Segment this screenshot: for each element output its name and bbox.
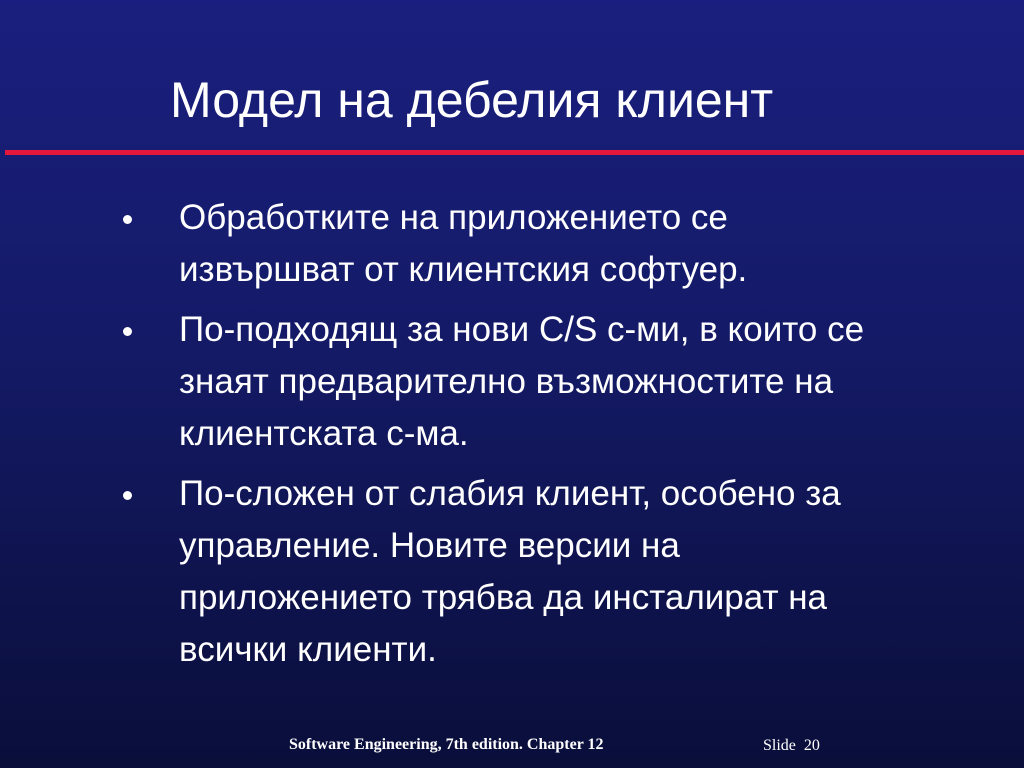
bullet-item bbox=[115, 304, 975, 460]
bullet-dot-icon bbox=[123, 327, 132, 336]
bullet-list bbox=[115, 192, 975, 684]
slide-title: Модел на дебелия клиент bbox=[170, 72, 774, 128]
bullet-text-line: всички клиенти. bbox=[179, 630, 437, 669]
bullet-item bbox=[115, 192, 975, 296]
bullet-text-line: клиентската с-ма. bbox=[179, 414, 469, 453]
bullet-text-line: По-сложен от слабия клиент, особено за bbox=[179, 474, 841, 513]
bullet-text-line: извършват от клиентския софтуер. bbox=[179, 250, 748, 289]
footer-text: Software Engineering, 7th edition. Chapter 12 bbox=[289, 736, 604, 753]
slide-number-block bbox=[763, 737, 820, 755]
bullet-item bbox=[115, 468, 975, 676]
bullet-dot-icon bbox=[123, 491, 132, 500]
slide-label: Slide bbox=[763, 737, 796, 754]
bullet-text-line: знаят предварително възможностите на bbox=[179, 362, 834, 401]
bullet-text-line: По-подходящ за нови C/S с-ми, в които се bbox=[179, 310, 865, 349]
bullet-text-line: управление. Новите версии на bbox=[179, 526, 680, 565]
bullet-text-line: Обработките на приложението се bbox=[179, 198, 728, 237]
title-divider bbox=[5, 150, 1024, 155]
slide-number: 20 bbox=[803, 737, 820, 754]
bullet-text-line: приложението трябва да инсталират на bbox=[179, 578, 828, 617]
bullet-dot-icon bbox=[123, 215, 132, 224]
